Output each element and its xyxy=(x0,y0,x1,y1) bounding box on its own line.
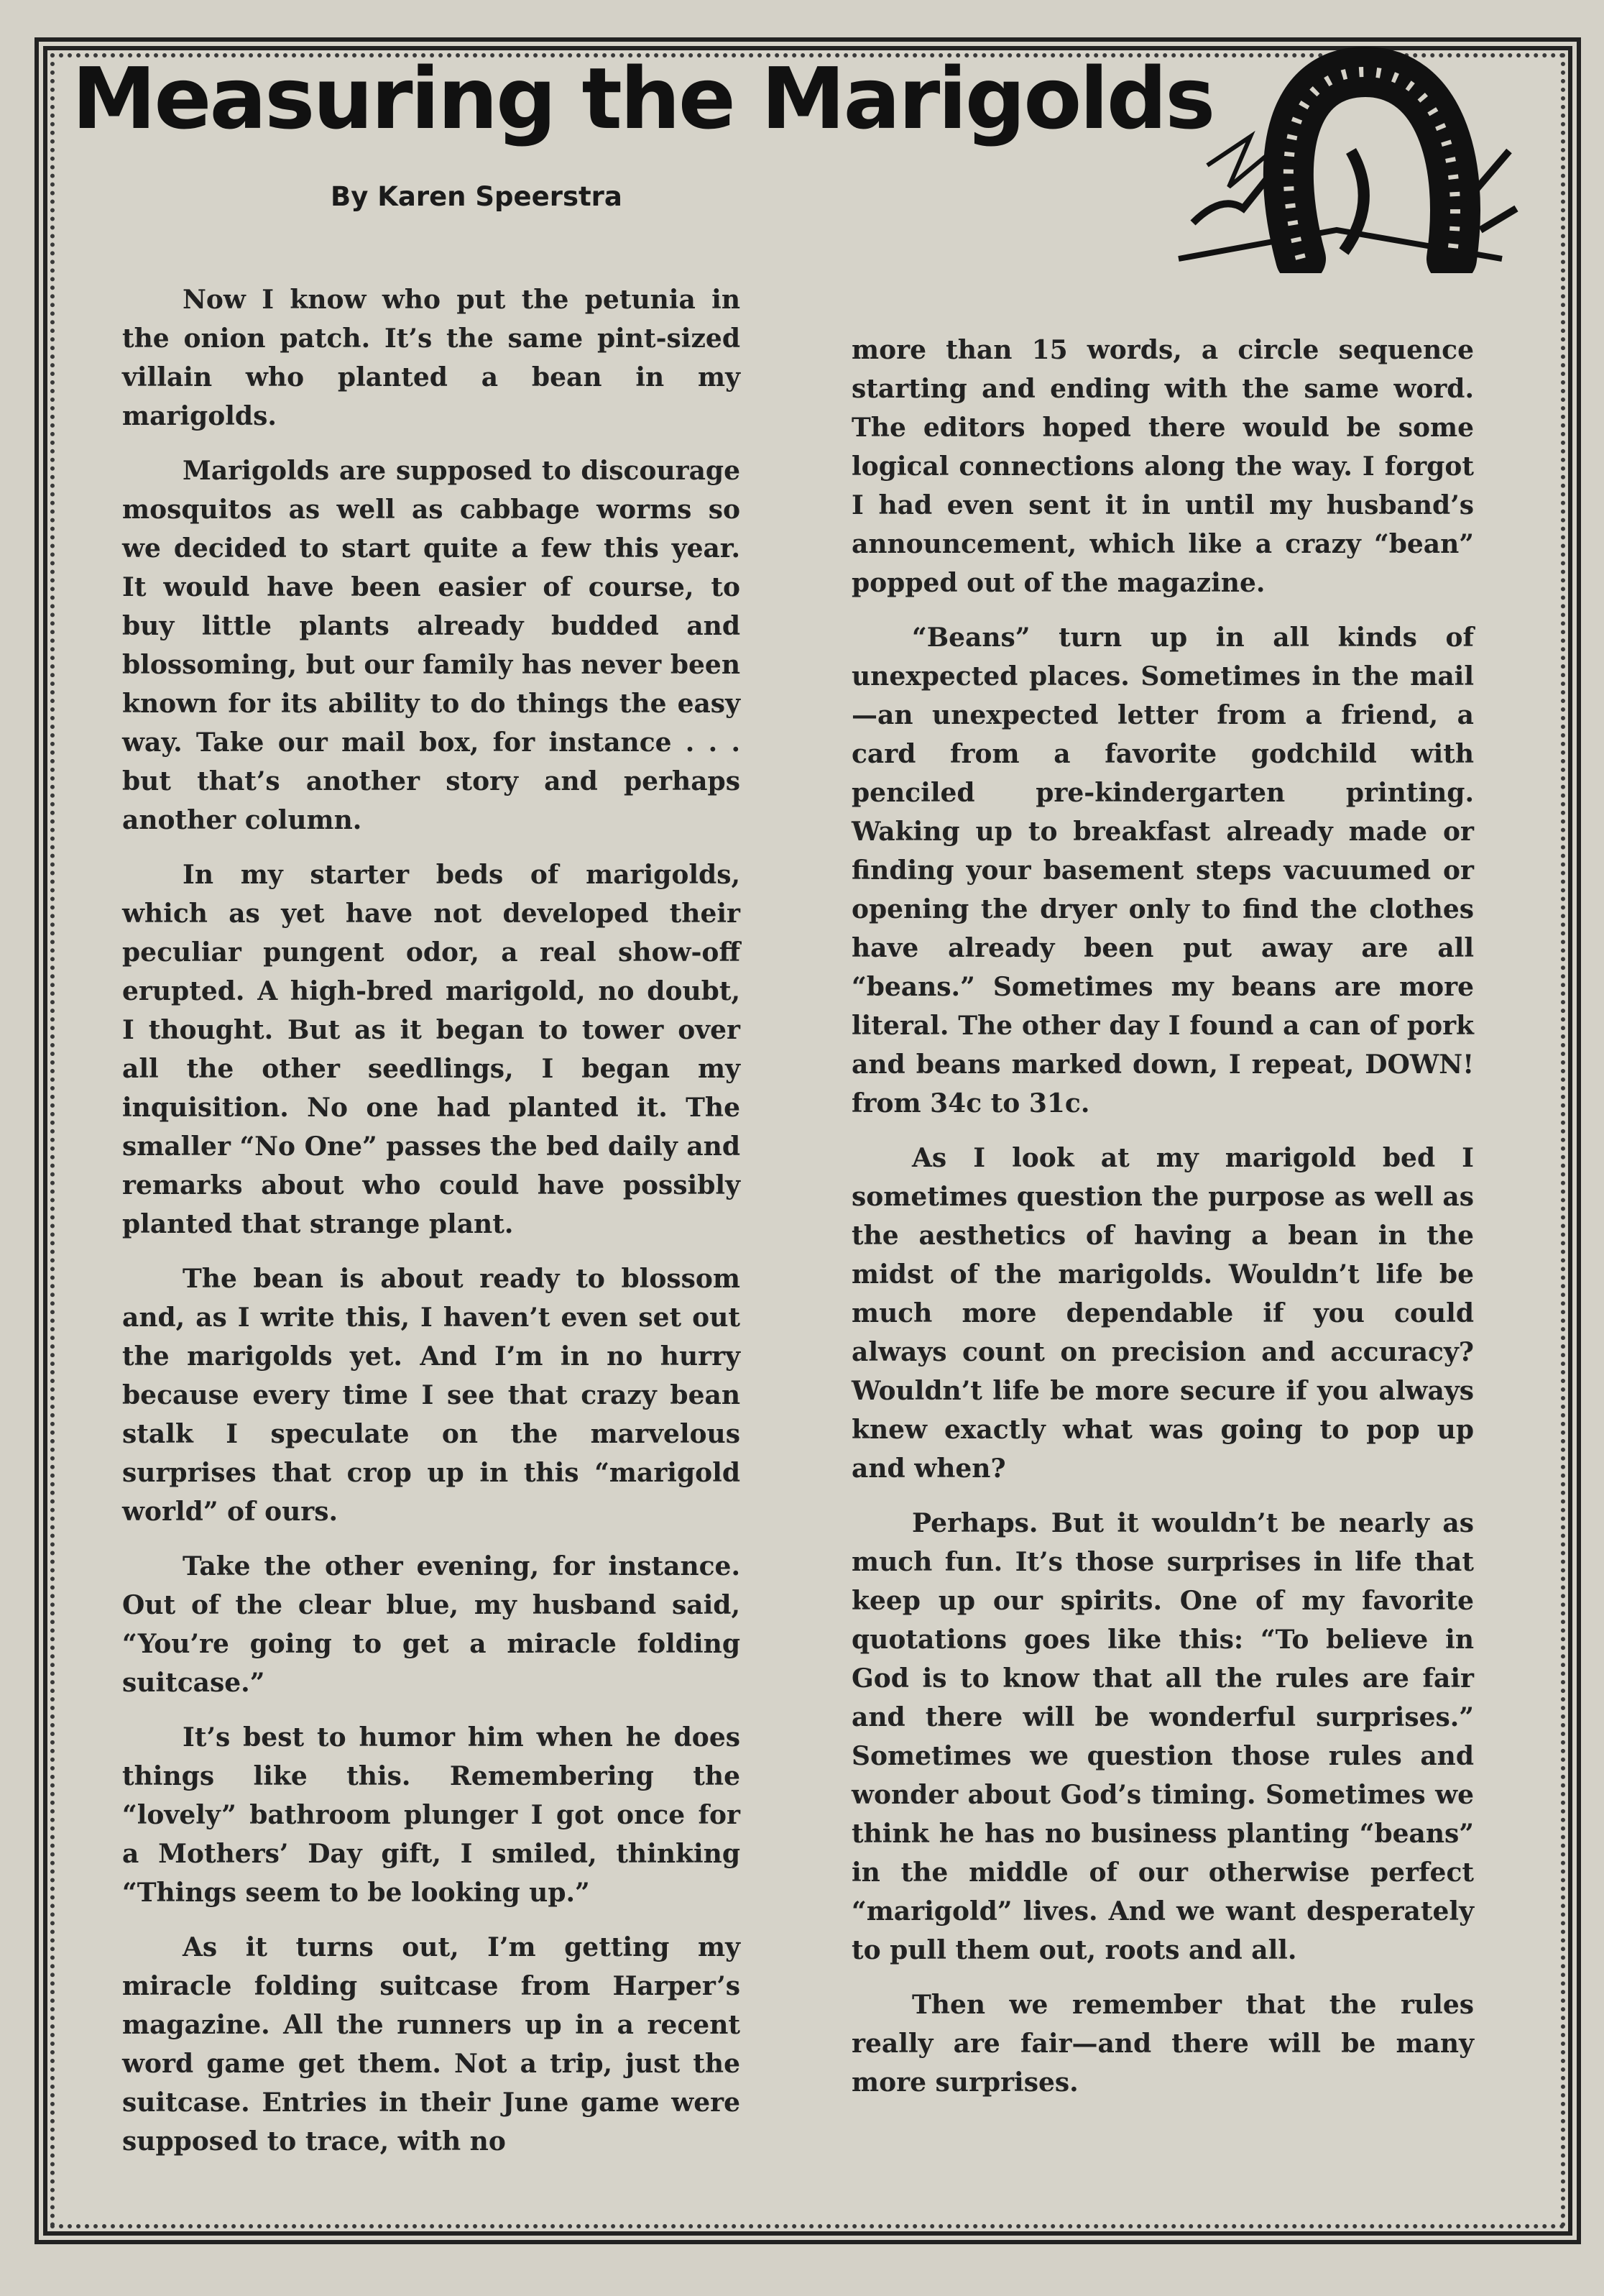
paragraph: Take the other evening, for instance. Out of the clear blue, my husband said, “You’re going to get a miracle folding suitcase.” xyxy=(122,1551,740,1698)
paragraph: The bean is about ready to blossom and, as I write this, I haven’t even set out the marigolds yet. And I’m in no hurry because every time I see that crazy bean stalk I speculate on the marvelous surprises that crop up in this “marigold world” of ours. xyxy=(122,1264,740,1527)
paragraph-continuation: more than 15 words, a circle sequence starting and ending with the same word. The editors hoped there would be some logical connections along the way. I forgot I had even sent it in until my husband’s announcement, which like a crazy “bean” popped out of the magazine. xyxy=(852,335,1474,598)
headline: Measuring the Marigolds xyxy=(72,49,1214,148)
article-right-column xyxy=(852,331,1474,2118)
paragraph: In my starter beds of marigolds, which as yet have not developed their peculiar pungent odor, a real show-off erupted. A high-bred marigold, no doubt, I thought. But as it began to tower over all the other seedlings, I began my inquisition. No one had planted it. The smaller “No One” passes the bed daily and remarks about who could have possibly planted that strange plant. xyxy=(122,860,741,1239)
paragraph: As I look at my marigold bed I sometimes question the purpose as well as the aesthetics of having a bean in the midst of the marigolds. Wouldn’t life be much more dependable if you could always count on precision and accuracy? Wouldn’t life be more secure if you always knew exactly what was going to pop up and when? xyxy=(852,1143,1474,1484)
article-left-column xyxy=(122,280,740,2177)
paragraph: Perhaps. But it wouldn’t be nearly as much fun. It’s those surprises in life that keep up our spirits. One of my favorite quotations goes like this: “To believe in God is to know that all the rules are fair and there will be wonderful surprises.” Sometimes we question those rules and wonder about God’s timing. Sometimes we think he has no business planting “beans” in the middle of our otherwise perfect “marigold” lives. And we want desperately to pull them out, roots and all. xyxy=(852,1508,1474,1965)
paragraph: “Beans” turn up in all kinds of unexpected places. Sometimes in the mail—an unexpected letter from a friend, a card from a favorite godchild with penciled pre-kindergarten printing. Waking up to breakfast already made or finding your basement steps vacuumed or opening the dryer only to find the clothes have already been put away are all “beans.” Sometimes my beans are more literal. The other day I found a can of pork and beans marked down, I repeat, DOWN! from 34c to 31c. xyxy=(852,623,1474,1119)
paragraph: Marigolds are supposed to discourage mosquitos as well as cabbage worms so we decided to start quite a few this year. It would have been easier of course, to buy little plants already budded and blossoming, but our family has never been known for its ability to do things the easy way. Take our mail box, for instance . . . but that’s another story and perhaps another column. xyxy=(122,456,740,835)
vine-caterpillar-ornament-icon xyxy=(1164,43,1524,273)
byline: By Karen Speerstra xyxy=(331,181,622,212)
paragraph: As it turns out, I’m getting my miracle folding suitcase from Harper’s magazine. All the runners up in a recent word game get them. Not a trip, just the suitcase. Entries in their June game were supposed to trace, with no xyxy=(122,1932,740,2157)
paragraph: Then we remember that the rules really are fair—and there will be many more surprises. xyxy=(852,1990,1474,2098)
paragraph: It’s best to humor him when he does things like this. Remembering the “lovely” bathroom plunger I got once for a Mothers’ Day gift, I smiled, thinking “Things seem to be looking up.” xyxy=(122,1722,740,1908)
paragraph: Now I know who put the petunia in the onion patch. It’s the same pint-sized villain who planted a bean in my marigolds. xyxy=(122,285,740,431)
